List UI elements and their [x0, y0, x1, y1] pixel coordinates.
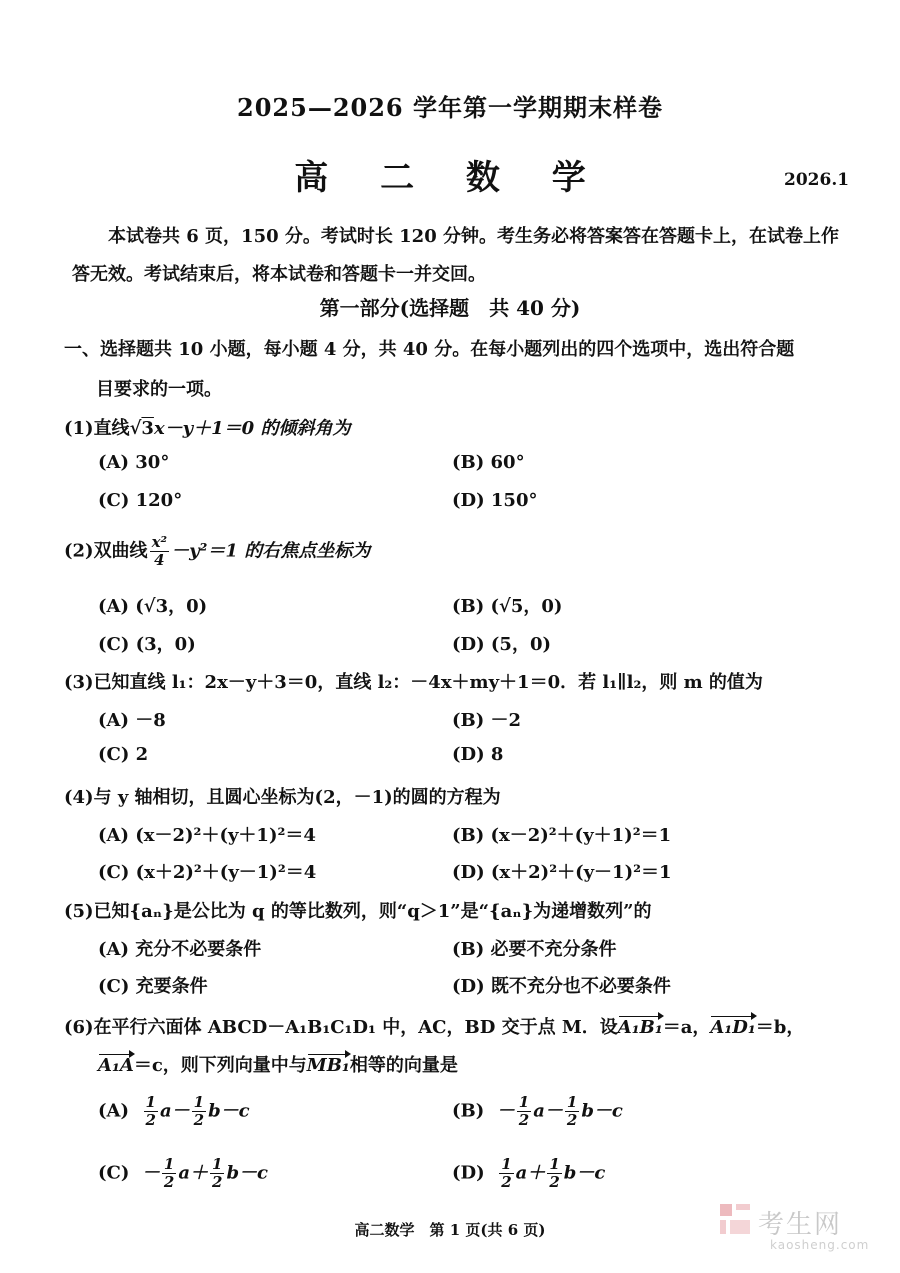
- q5-option-a: (A) 充分不必要条件: [98, 939, 262, 960]
- q5-option-c: (C) 充要条件: [98, 976, 208, 997]
- fraction-numerator: 1: [566, 1093, 578, 1111]
- option-text: a＋: [178, 1162, 209, 1184]
- instructions: 本试卷共 6 页，150 分。考试时长 120 分钟。考生务必将答案答在答题卡上，在试卷上作答无效。考试结束后，将本试卷和答题卡一并交回。: [72, 226, 840, 285]
- q3-option-b: (B) －2: [452, 710, 522, 731]
- question-number: (6): [64, 1017, 94, 1038]
- radicand: 3: [141, 418, 154, 439]
- stem-text: 相等的向量是: [349, 1055, 458, 1076]
- fraction-denominator: 2: [549, 1173, 560, 1191]
- q6-option-a: [98, 1094, 250, 1129]
- question-number: (3): [64, 672, 94, 693]
- fraction: [547, 1156, 561, 1191]
- option-label: (B): [452, 1100, 485, 1122]
- stem-text: ＝a，: [662, 1017, 711, 1038]
- fraction-denominator: 2: [566, 1111, 578, 1129]
- fraction-numerator: 1: [145, 1093, 156, 1111]
- fraction: [162, 1156, 176, 1191]
- vector-a1a: A₁A: [98, 1055, 134, 1076]
- q3-option-c: (C) 2: [98, 744, 149, 765]
- q4-option-c: (C) (x＋2)²＋(y－1)²＝4: [98, 862, 317, 883]
- fraction: [517, 1094, 531, 1129]
- fraction-denominator: 4: [154, 551, 165, 569]
- q6-option-b: [452, 1094, 623, 1129]
- q5-option-d: (D) 既不充分也不必要条件: [452, 976, 671, 997]
- question-5-stem: [64, 897, 652, 923]
- question-2-stem: [64, 534, 370, 569]
- q5-option-b: (B) 必要不充分条件: [452, 939, 617, 960]
- option-label: (A): [98, 1100, 129, 1122]
- exam-title: 2025—2026 学年第一学期期末样卷: [237, 93, 663, 122]
- question-6-stem-line-2: [98, 1051, 458, 1077]
- question-1-stem: [64, 414, 350, 440]
- question-3-stem: [64, 668, 763, 694]
- q1-option-b: (B) 60°: [452, 452, 525, 473]
- fraction: [144, 1094, 158, 1129]
- question-4-stem: [64, 783, 501, 809]
- option-text: b－c: [226, 1162, 268, 1184]
- part-title: 第一部分(选择题 共 40 分): [319, 296, 581, 320]
- fraction: [565, 1094, 579, 1129]
- stem-text: 已知{aₙ}是公比为 q 的等比数列，则“q＞1”是“{aₙ}为递增数列”的: [93, 901, 652, 922]
- stem-text: －y²＝1 的右焦点坐标为: [171, 540, 371, 562]
- vector-a1b1: A₁B₁: [617, 1017, 663, 1038]
- option-text: a＋: [515, 1162, 546, 1184]
- option-text: a－: [159, 1100, 190, 1122]
- fraction-numerator: x²: [151, 533, 168, 551]
- q4-option-a: (A) (x－2)²＋(y＋1)²＝4: [98, 825, 316, 846]
- fraction: [210, 1156, 224, 1191]
- fraction-numerator: 1: [549, 1155, 560, 1173]
- fraction-numerator: 1: [163, 1155, 175, 1173]
- subject-title: 高 二 数 学: [294, 158, 606, 198]
- option-text: －: [141, 1162, 160, 1184]
- fraction-numerator: 1: [518, 1093, 530, 1111]
- option-text: －: [496, 1100, 515, 1122]
- option-text: b－c: [581, 1100, 623, 1122]
- vector-a1d1: A₁D₁: [710, 1017, 756, 1038]
- page-footer: 高二数学 第 1 页(共 6 页): [354, 1221, 546, 1239]
- option-text: b－c: [208, 1100, 250, 1122]
- fraction: [150, 534, 170, 569]
- option-label: (D): [452, 1162, 485, 1184]
- q2-option-b: (B) (√5，0): [452, 596, 563, 617]
- q4-option-d: (D) (x＋2)²＋(y－1)²＝1: [452, 862, 672, 883]
- fraction-numerator: 1: [193, 1093, 205, 1111]
- q2-option-a: (A) (√3，0): [98, 596, 208, 617]
- fraction-numerator: 1: [212, 1155, 223, 1173]
- stem-text: 在平行六面体 ABCD－A₁B₁C₁D₁ 中，AC，BD 交于点 M．设: [93, 1017, 618, 1038]
- q2-option-c: (C) (3，0): [98, 634, 196, 655]
- fraction: [499, 1156, 513, 1191]
- stem-text: ＝c，则下列向量中与: [133, 1055, 307, 1076]
- q2-option-d: (D) (5，0): [452, 634, 551, 655]
- exam-date: 2026.1: [784, 170, 850, 190]
- option-text: b－c: [563, 1162, 606, 1184]
- q1-option-a: (A) 30°: [98, 452, 170, 473]
- question-6-stem-line-1: [64, 1013, 804, 1039]
- q1-option-d: (D) 150°: [452, 490, 538, 511]
- section-heading: [64, 330, 844, 410]
- q6-option-c: [98, 1156, 268, 1191]
- fraction-denominator: 2: [501, 1173, 512, 1191]
- fraction-denominator: 2: [193, 1111, 205, 1129]
- q3-option-d: (D) 8: [452, 744, 504, 765]
- option-label: (C): [98, 1162, 130, 1184]
- sqrt-icon: √: [129, 418, 142, 439]
- question-number: (2): [64, 540, 94, 562]
- fraction-numerator: 1: [501, 1155, 512, 1173]
- section-line-2: 目要求的一项。: [96, 379, 222, 400]
- q3-option-a: (A) －8: [98, 710, 166, 731]
- fraction-denominator: 2: [163, 1173, 175, 1191]
- stem-text: 与 y 轴相切，且圆心坐标为(2，－1)的圆的方程为: [93, 787, 501, 808]
- watermark-url: kaosheng.com: [770, 1238, 870, 1252]
- watermark-text: 考生网: [758, 1210, 843, 1240]
- stem-text: ＝b，: [755, 1017, 805, 1038]
- section-line-1: 一、选择题共 10 小题，每小题 4 分，共 40 分。在每小题列出的四个选项中，选出符合题: [64, 339, 795, 360]
- q6-option-d: [452, 1156, 605, 1191]
- fraction-denominator: 2: [145, 1111, 156, 1129]
- question-number: (5): [64, 901, 94, 922]
- q4-option-b: (B) (x－2)²＋(y＋1)²＝1: [452, 825, 672, 846]
- vector-mb1: MB₁: [306, 1055, 350, 1076]
- stem-text: 已知直线 l₁：2x－y＋3＝0，直线 l₂：－4x＋my＋1＝0．若 l₁∥l₂，则 m 的值为: [93, 672, 763, 693]
- stem-prefix: 直线: [93, 418, 130, 439]
- fraction: [192, 1094, 206, 1129]
- question-number: (4): [64, 787, 94, 808]
- fraction-denominator: 2: [518, 1111, 530, 1129]
- watermark-logo-icon: [718, 1202, 752, 1240]
- stem-text: x－y＋1＝0 的倾斜角为: [153, 418, 351, 439]
- question-number: (1): [64, 418, 94, 439]
- stem-prefix: 双曲线: [93, 540, 148, 562]
- fraction-denominator: 2: [212, 1173, 223, 1191]
- q1-option-c: (C) 120°: [98, 490, 183, 511]
- option-text: a－: [533, 1100, 563, 1122]
